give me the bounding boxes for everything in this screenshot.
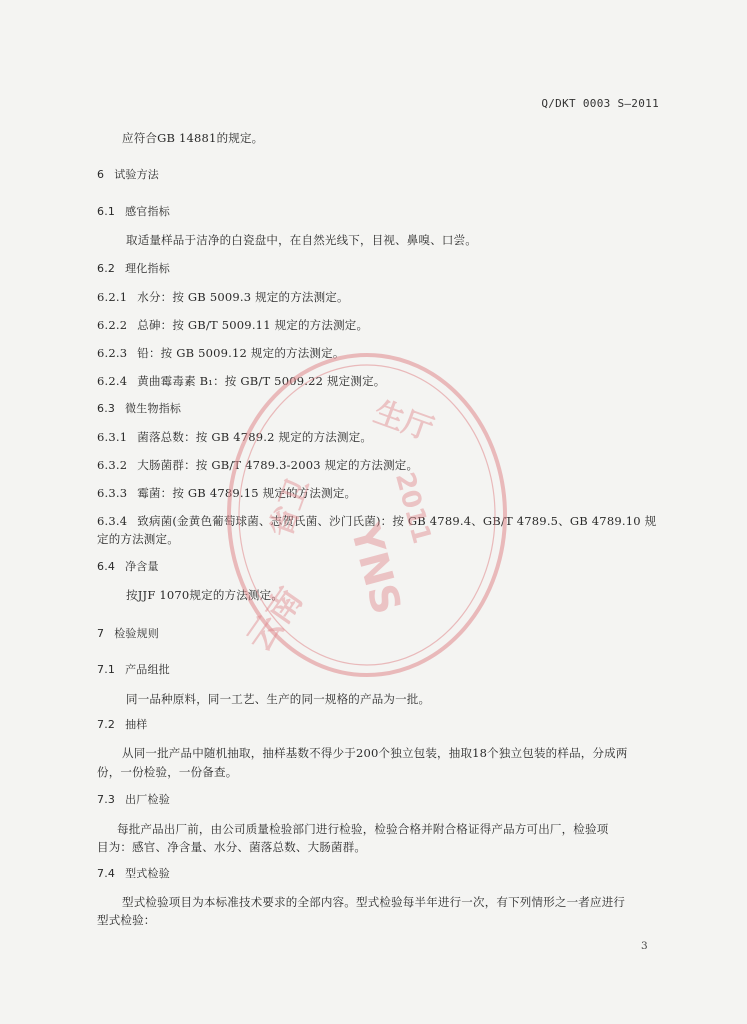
section-number: 7.3 [97, 793, 116, 806]
clause-number: 6.2.1 [97, 290, 128, 304]
section-heading-7-3 [97, 793, 170, 807]
section-heading-6 [97, 168, 159, 182]
paragraph-line: 应符合GB 14881的规定。 [122, 131, 264, 145]
clause-6-3-4 [97, 514, 656, 528]
section-number: 6.1 [97, 205, 116, 218]
section-heading-7-4 [97, 867, 170, 881]
clause-6-2-4 [97, 374, 386, 388]
section-title: 出厂检验 [125, 793, 170, 806]
section-title: 抽样 [125, 718, 148, 731]
clause-number: 6.3.4 [97, 514, 128, 528]
clause-6-3-3 [97, 486, 356, 500]
section-number: 6.3 [97, 402, 116, 415]
section-heading-6-1 [97, 205, 170, 219]
svg-text:生厅: 生厅 [369, 394, 438, 449]
clause-6-3-1 [97, 430, 372, 444]
section-number: 7.2 [97, 718, 116, 731]
section-heading-7 [97, 627, 159, 641]
clause-number: 6.3.1 [97, 430, 128, 444]
section-title: 产品组批 [125, 663, 170, 676]
clause-6-3-2 [97, 458, 418, 472]
section-number: 6 [97, 168, 105, 181]
paragraph-line: 同一品种原料，同一工艺、生产的同一规格的产品为一批。 [126, 692, 431, 706]
clause-text: 水分：按 GB 5009.3 规定的方法测定。 [137, 290, 349, 304]
section-heading-6-2 [97, 262, 170, 276]
paragraph-line: 按JJF 1070规定的方法测定。 [126, 588, 284, 602]
paragraph-line: 型式检验： [97, 913, 156, 927]
svg-text:YNS: YNS [341, 519, 410, 620]
section-number: 6.4 [97, 560, 116, 573]
section-title: 感官指标 [125, 205, 170, 218]
clause-text: 菌落总数：按 GB 4789.2 规定的方法测定。 [137, 430, 373, 444]
section-title: 净含量 [125, 560, 159, 573]
clause-text: 霉菌：按 GB 4789.15 规定的方法测定。 [137, 486, 357, 500]
paragraph-line: 目为：感官、净含量、水分、菌落总数、大肠菌群。 [97, 840, 367, 854]
svg-text:省卫: 省卫 [263, 473, 317, 543]
section-title: 理化指标 [125, 262, 170, 275]
clause-6-2-1 [97, 290, 349, 304]
paragraph-line: 份，一份检验，一份备查。 [97, 765, 238, 779]
paragraph-line: 取适量样品于洁净的白瓷盘中，在自然光线下，目视、鼻嗅、口尝。 [126, 233, 477, 247]
section-number: 7.1 [97, 663, 116, 676]
section-number: 7 [97, 627, 105, 640]
clause-6-2-3 [97, 346, 345, 360]
section-heading-7-2 [97, 718, 148, 732]
paragraph-line: 型式检验项目为本标准技术要求的全部内容。型式检验每半年进行一次，有下列情形之一者应进行 [122, 895, 626, 909]
section-heading-6-3 [97, 402, 181, 416]
clause-6-2-2 [97, 318, 368, 332]
section-title: 型式检验 [125, 867, 170, 880]
clause-text: 大肠菌群：按 GB/T 4789.3-2003 规定的方法测定。 [137, 458, 419, 472]
clause-text: 总砷：按 GB/T 5009.11 规定的方法测定。 [137, 318, 369, 332]
section-title: 微生物指标 [125, 402, 182, 415]
svg-text:云南: 云南 [239, 580, 311, 660]
document-code: Q/DKT 0003 S—2011 [541, 97, 659, 110]
svg-text:2011: 2011 [388, 469, 437, 547]
clause-text: 铅：按 GB 5009.12 规定的方法测定。 [137, 346, 345, 360]
section-heading-6-4 [97, 560, 159, 574]
clause-number: 6.2.4 [97, 374, 128, 388]
section-heading-7-1 [97, 663, 170, 677]
section-number: 7.4 [97, 867, 116, 880]
paragraph-line: 每批产品出厂前，由公司质量检验部门进行检验，检验合格并附合格证得产品方可出厂，检验项 [117, 822, 609, 836]
paragraph-line: 从同一批产品中随机抽取，抽样基数不得少于200个独立包装，抽取18个独立包装的样品，分成两 [122, 746, 628, 760]
clause-text: 黄曲霉毒素 B₁：按 GB/T 5009.22 规定测定。 [137, 374, 386, 388]
clause-number: 6.2.2 [97, 318, 128, 332]
clause-number: 6.3.2 [97, 458, 128, 472]
clause-text: 致病菌(金黄色葡萄球菌、志贺氏菌、沙门氏菌)：按 GB 4789.4、GB/T 4789.5、GB 4789.10 规 [137, 514, 657, 528]
paragraph-line: 定的方法测定。 [97, 532, 179, 546]
clause-number: 6.3.3 [97, 486, 128, 500]
section-title: 试验方法 [114, 168, 160, 181]
clause-number: 6.2.3 [97, 346, 128, 360]
section-title: 检验规则 [114, 627, 160, 640]
section-number: 6.2 [97, 262, 116, 275]
page-number: 3 [641, 940, 648, 952]
